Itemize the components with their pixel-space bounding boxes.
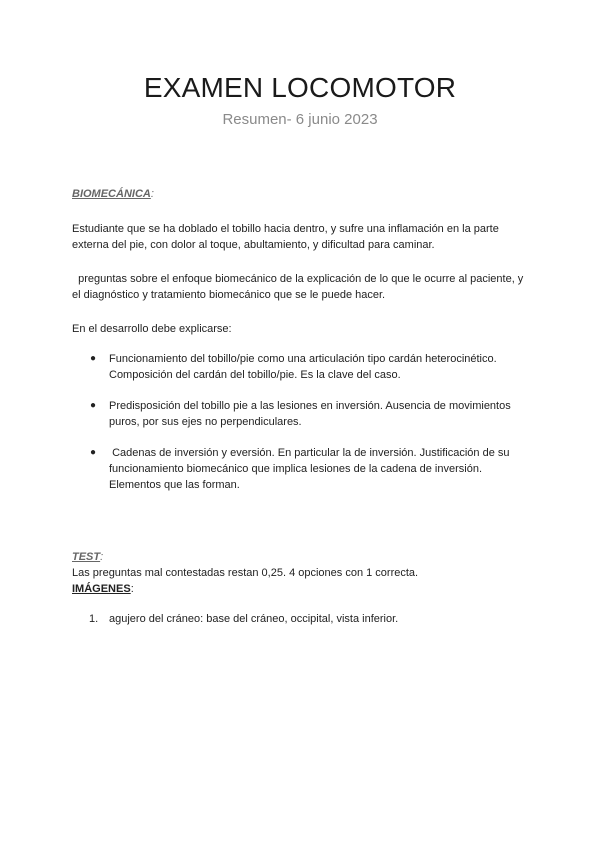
test-section bbox=[72, 549, 532, 627]
list-item-text: Predisposición del tobillo pie a las lesiones en inversión. Ausencia de movimientos puros, por sus ejes no perpendiculares. bbox=[109, 400, 511, 428]
questions-paragraph bbox=[72, 271, 532, 303]
biomecanica-heading-colon: : bbox=[150, 188, 154, 200]
bullet-icon: ● bbox=[90, 400, 97, 411]
development-intro: En el desarrollo debe explicarse: bbox=[72, 323, 232, 335]
list-item-text: Funcionamiento del tobillo/pie como una articulación tipo cardán heterocinético. Composición del cardán del tobillo/pie. Es la clave del caso. bbox=[109, 353, 497, 381]
document-subtitle: Resumen- 6 junio 2023 bbox=[222, 111, 378, 128]
test-heading-line bbox=[72, 549, 532, 565]
imagenes-heading: IMÁGENES bbox=[72, 583, 131, 595]
list-item-text: Cadenas de inversión y eversión. En particular la de inversión. Justificación de su funcionamiento biomecánico que implica lesiones de la cadena de inversión. Elementos que las forman. bbox=[109, 447, 510, 491]
biomecanica-heading: BIOMECÁNICA bbox=[72, 188, 151, 200]
list-item bbox=[72, 351, 532, 383]
biomecanica-heading-line bbox=[72, 186, 532, 202]
imagenes-heading-line bbox=[72, 581, 532, 597]
biomecanica-section bbox=[72, 186, 532, 508]
list-item bbox=[72, 445, 532, 493]
list-item-number: 1. bbox=[89, 613, 99, 625]
test-heading-colon: : bbox=[100, 551, 104, 563]
list-item bbox=[72, 398, 532, 430]
imagenes-heading-colon: : bbox=[130, 583, 134, 595]
imagenes-list bbox=[72, 611, 532, 627]
case-description: Estudiante que se ha doblado el tobillo hacia dentro, y sufre una inflamación en la parte externa del pie, con dolor al toque, abultamiento, y dificultad para caminar. bbox=[72, 223, 499, 251]
bullet-icon: ● bbox=[90, 353, 97, 364]
list-item-text: agujero del cráneo: base del cráneo, occipital, vista inferior. bbox=[109, 613, 399, 625]
development-list bbox=[72, 351, 532, 493]
test-heading: TEST bbox=[72, 551, 101, 563]
bullet-icon: ● bbox=[90, 447, 97, 458]
document-title: EXAMEN LOCOMOTOR bbox=[143, 72, 457, 103]
test-description: Las preguntas mal contestadas restan 0,25. 4 opciones con 1 correcta. bbox=[72, 567, 419, 579]
list-item bbox=[72, 611, 532, 627]
questions-text: preguntas sobre el enfoque biomecánico de la explicación de lo que le ocurre al paciente, y el diagnóstico y tratamiento biomecánico que se le puede hacer. bbox=[72, 273, 524, 301]
